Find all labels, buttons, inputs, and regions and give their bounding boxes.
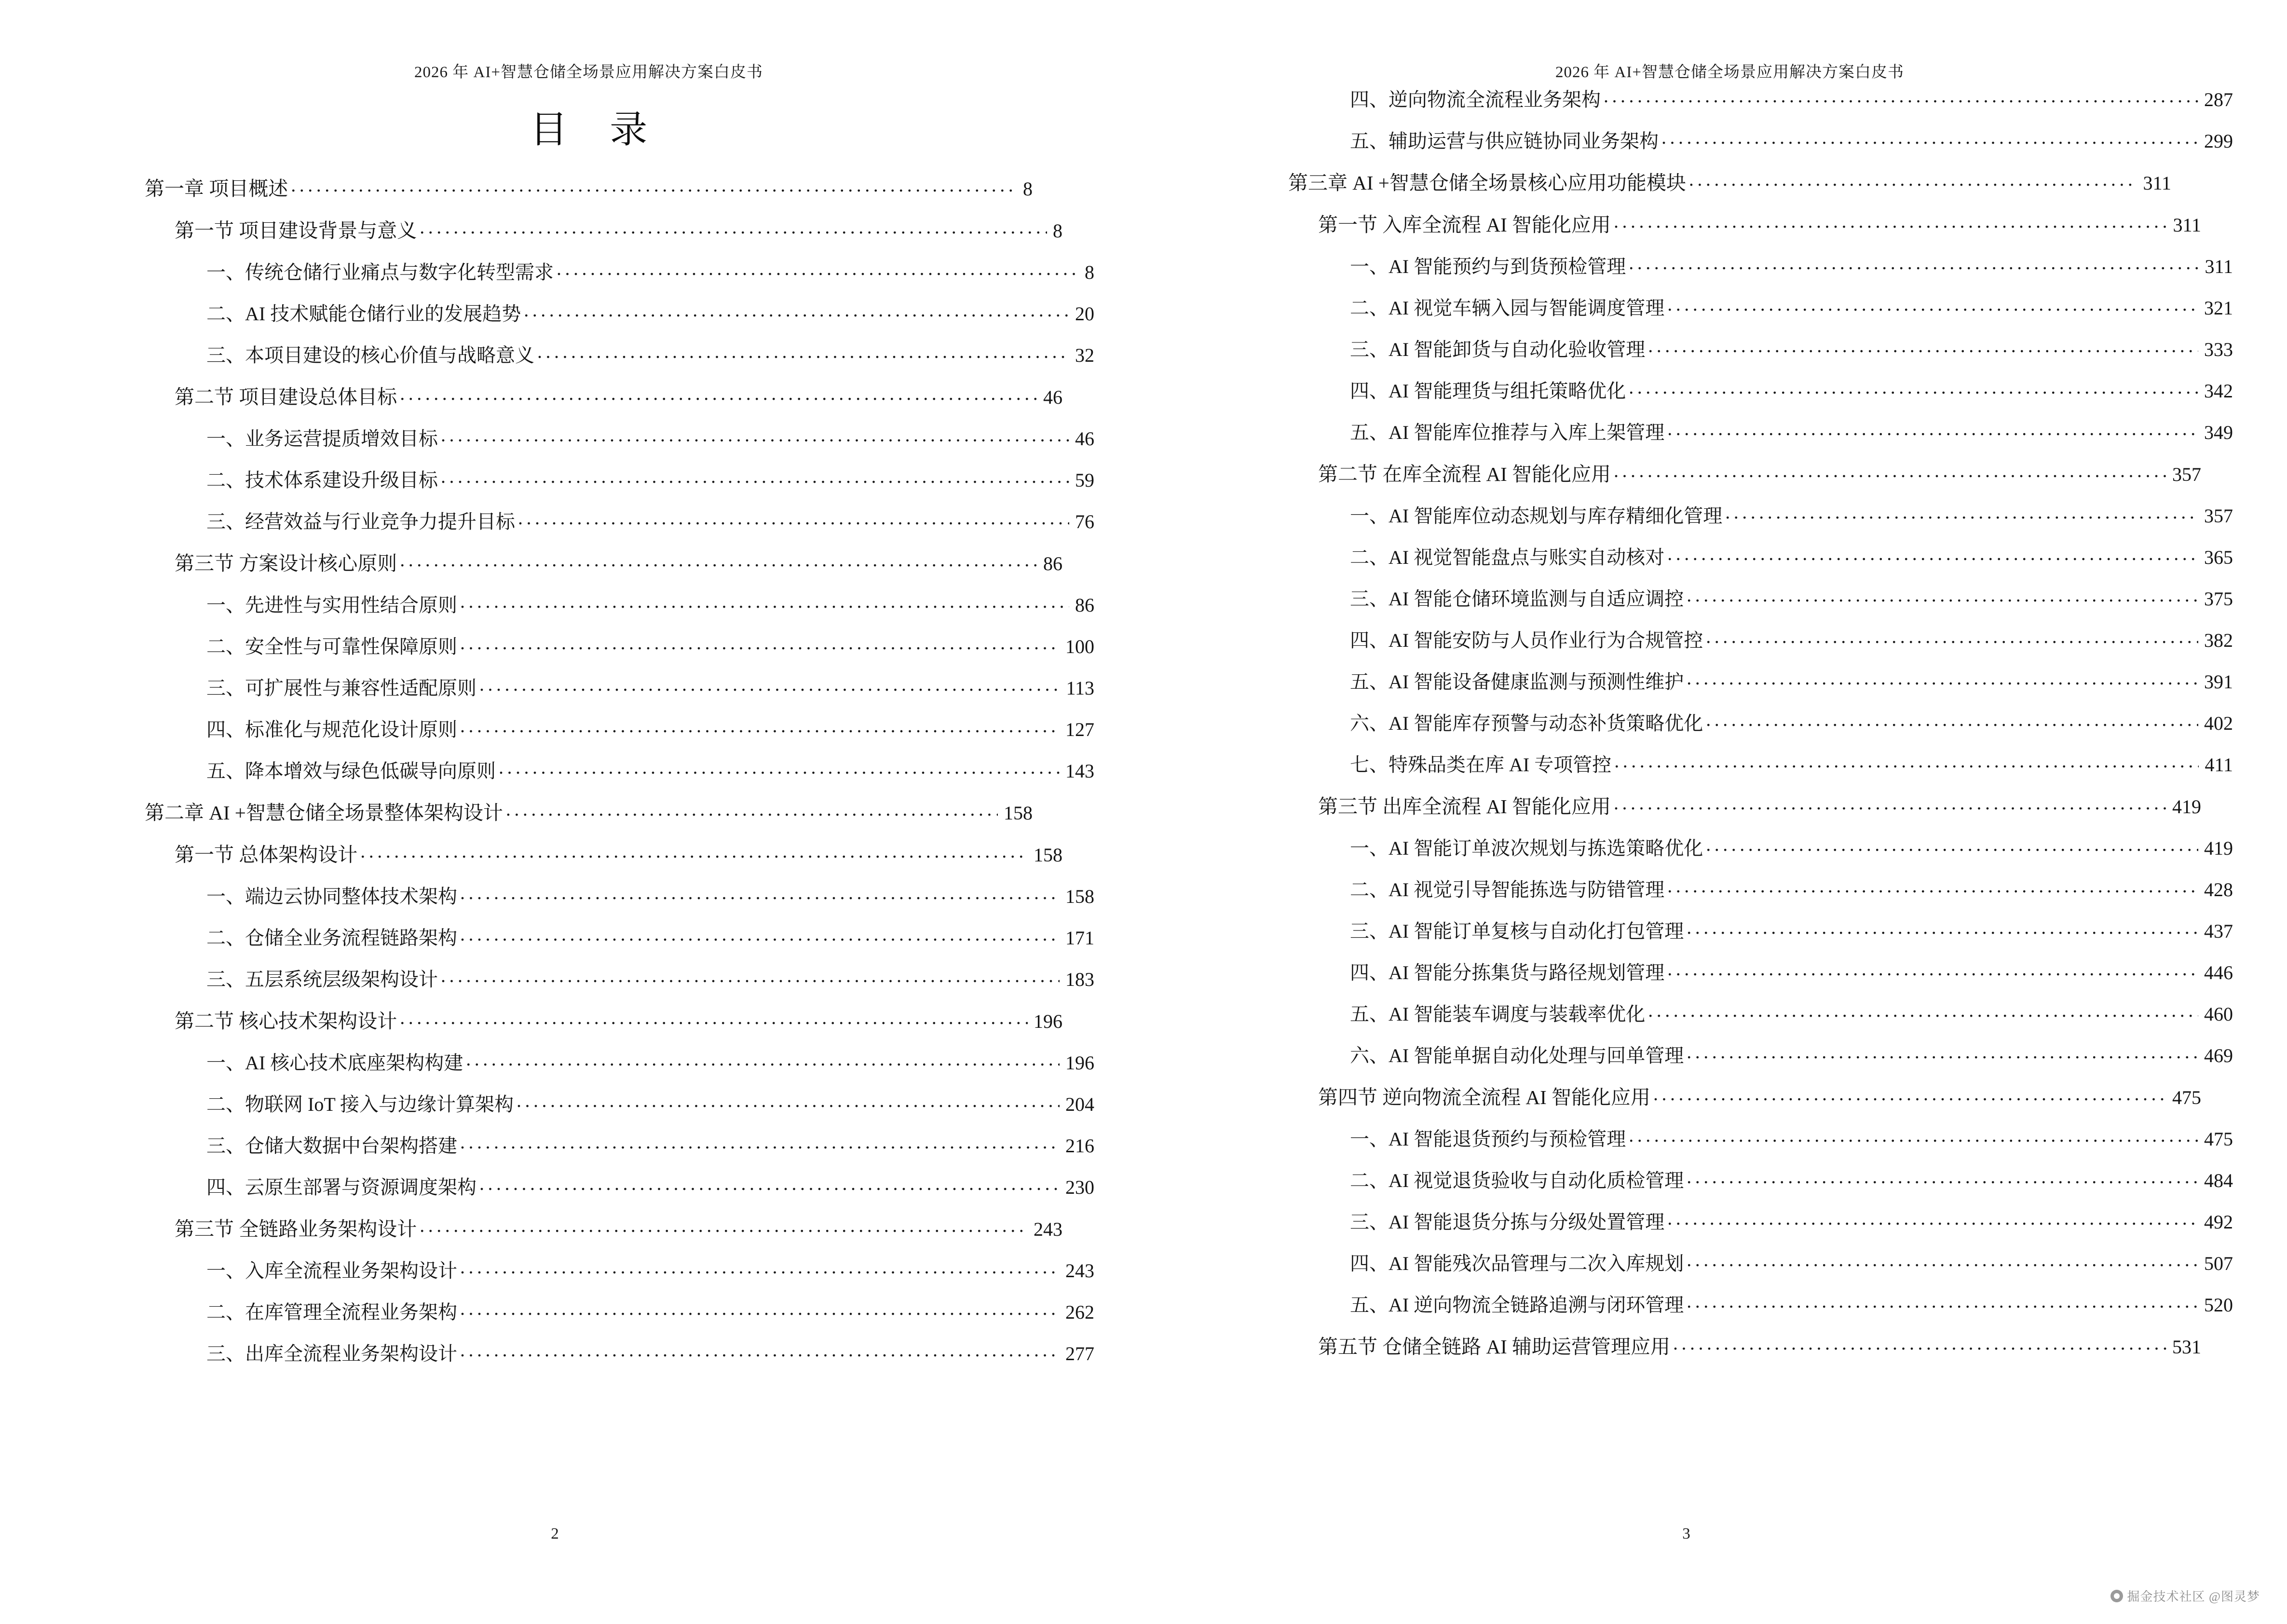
toc-entry-label: 二、技术体系建设升级目标 [206,469,438,491]
toc-entry-label: 第四节 逆向物流全流程 AI 智能化应用 [1318,1086,1651,1108]
toc-entry-label: 二、物联网 IoT 接入与边缘计算架构 [206,1093,514,1115]
toc-leader-dots [1667,1209,2198,1228]
toc-entry-page-number: 446 [2204,962,2233,983]
toc-entry[interactable] [145,218,1062,241]
toc-entry[interactable] [145,1341,1094,1364]
toc-entry[interactable] [1288,628,2233,650]
toc-entry-page-number: 183 [1065,969,1094,990]
toc-entry-label: 二、AI 技术赋能仓储行业的发展趋势 [206,303,521,325]
toc-leader-dots [537,342,1069,362]
toc-entry-page-number: 158 [1004,802,1033,824]
toc-leader-dots [1689,170,2137,190]
page-right [1144,0,2287,1624]
toc-entry[interactable] [145,1174,1094,1197]
toc-entry[interactable] [1288,461,2201,484]
toc-entry-label: 一、传统仓储行业痛点与数字化转型需求 [206,261,554,283]
toc-entry-label: 三、仓储大数据中台架构搭建 [206,1135,457,1157]
toc-entry[interactable] [145,176,1033,199]
toc-entry-label: 二、AI 视觉退货验收与自动化质检管理 [1350,1170,1684,1191]
toc-entry-label: 二、AI 视觉智能盘点与账实自动核对 [1350,546,1665,568]
toc-entry-page-number: 158 [1065,886,1094,907]
toc-leader-dots [420,218,1047,237]
toc-entry-page-number: 531 [2172,1336,2201,1358]
toc-entry[interactable] [1288,1209,2233,1232]
toc-entry-label: 三、五层系统层级架构设计 [206,969,438,990]
toc-entry-page-number: 171 [1065,927,1094,949]
toc-entry-page-number: 20 [1075,303,1094,325]
toc-entry-label: 第一节 项目建设背景与意义 [175,219,417,242]
toc-leader-dots [400,550,1037,570]
toc-leader-dots [441,467,1069,487]
toc-entry[interactable] [1288,1084,2201,1107]
toc-leader-dots [460,1258,1060,1277]
toc-entry[interactable] [1288,337,2233,359]
toc-entry-page-number: 59 [1075,469,1094,491]
toc-entry-label: 三、可扩展性与兼容性适配原则 [206,677,476,699]
toc-entry-label: 四、AI 智能安防与人员作业行为合规管控 [1350,629,1703,651]
page-number-left: 2 [551,1525,559,1542]
toc-entry-page-number: 243 [1034,1218,1062,1240]
toc-leader-dots [1687,586,2198,605]
toc-entry[interactable] [1288,254,2233,276]
toc-entry[interactable] [145,301,1094,324]
page-number-right: 3 [1682,1525,1690,1542]
toc-entry[interactable] [145,634,1094,656]
toc-leader-dots [1661,128,2198,148]
toc-entry-page-number: 357 [2172,464,2201,485]
toc-entry-page-number: 375 [2204,588,2233,610]
toc-entry[interactable] [1288,1334,2201,1357]
toc-entry-label: 五、AI 智能设备健康监测与预测性维护 [1350,671,1684,693]
toc-leader-dots [1667,960,2198,979]
toc-entry-page-number: 299 [2204,130,2233,152]
toc-entry[interactable] [1288,669,2233,692]
toc-entry-page-number: 311 [2143,172,2171,194]
toc-entry-label: 一、业务运营提质增效目标 [206,428,438,450]
toc-leader-dots [441,967,1060,986]
toc-list-left [145,176,1094,1365]
toc-leader-dots [1687,669,2198,688]
toc-leader-dots [460,925,1060,944]
toc-entry-page-number: 411 [2205,754,2233,776]
toc-entry-label: 三、AI 智能卸货与自动化验收管理 [1350,339,1646,360]
toc-entry-page-number: 287 [2204,89,2233,110]
toc-entry-page-number: 262 [1065,1301,1094,1323]
toc-entry[interactable] [1288,170,2171,193]
toc-entry[interactable] [145,1092,1094,1114]
toc-leader-dots [1687,1292,2198,1311]
toc-leader-dots [460,884,1060,903]
toc-entry-page-number: 113 [1066,677,1094,699]
toc-entry-label: 三、本项目建设的核心价值与战略意义 [206,344,534,366]
toc-entry-label: 六、AI 智能库存预警与动态补货策略优化 [1350,712,1703,734]
toc-entry[interactable] [1288,793,2201,817]
toc-leader-dots [1648,337,2198,356]
toc-entry-page-number: 460 [2204,1003,2233,1025]
toc-entry[interactable] [145,842,1062,865]
toc-entry-page-number: 520 [2204,1294,2233,1316]
toc-leader-dots [1687,1168,2198,1187]
toc-entry-label: 第二节 在库全流程 AI 智能化应用 [1318,463,1611,485]
toc-entry-page-number: 216 [1065,1135,1094,1157]
toc-leader-dots [1604,87,2198,106]
toc-leader-dots [466,1050,1060,1069]
page-title: 目 录 [530,109,664,150]
toc-entry[interactable] [145,925,1094,948]
toc-entry-label: 二、仓储全业务流程链路架构 [206,927,457,949]
toc-leader-dots [1706,835,2198,855]
toc-entry[interactable] [145,884,1094,906]
toc-entry[interactable] [1288,710,2233,733]
toc-entry-label: 四、云原生部署与资源调度架构 [206,1176,476,1198]
toc-leader-dots [1614,752,2199,771]
toc-leader-dots [1629,378,2198,397]
toc-leader-dots [517,1092,1060,1111]
toc-entry-page-number: 86 [1075,594,1094,616]
toc-entry[interactable] [145,758,1094,781]
toc-entry-page-number: 158 [1034,844,1062,866]
toc-entry-label: 三、经营效益与行业竞争力提升目标 [206,511,515,532]
toc-entry-label: 一、AI 智能退货预约与预检管理 [1350,1128,1626,1150]
toc-entry[interactable] [145,1050,1094,1073]
toc-entry[interactable] [145,1008,1062,1031]
running-head-right: 2026 年 AI+智慧仓储全场景应用解决方案白皮书 [1555,64,1904,81]
toc-entry[interactable] [145,259,1094,282]
toc-entry[interactable] [1288,1251,2233,1273]
toc-entry[interactable] [145,342,1094,365]
toc-entry-page-number: 321 [2204,297,2233,319]
toc-leader-dots [1629,1126,2198,1146]
toc-entry-label: 一、AI 智能库位动态规划与库存精细化管理 [1350,505,1723,527]
toc-leader-dots [1667,295,2198,314]
toc-entry-label: 一、端边云协同整体技术架构 [206,886,457,907]
toc-entry-label: 第二章 AI +智慧仓储全场景整体架构设计 [145,802,503,824]
toc-leader-dots [360,842,1028,861]
toc-entry-page-number: 32 [1075,344,1094,366]
toc-leader-dots [460,1133,1060,1152]
toc-leader-dots [557,259,1079,279]
toc-entry-label: 一、AI 智能订单波次规划与拣选策略优化 [1350,837,1703,859]
toc-entry-page-number: 196 [1034,1010,1062,1032]
toc-leader-dots [1673,1334,2166,1353]
toc-leader-dots [499,758,1060,778]
toc-entry-page-number: 86 [1043,553,1062,574]
toc-entry-label: 四、逆向物流全流程业务架构 [1350,89,1601,110]
toc-leader-dots [479,675,1060,695]
toc-leader-dots [400,384,1037,404]
toc-entry-label: 三、AI 智能退货分拣与分级处置管理 [1350,1211,1665,1233]
toc-leader-dots [518,509,1069,528]
toc-leader-dots [1614,461,2166,481]
toc-entry-page-number: 8 [1023,178,1033,200]
toc-entry-label: 二、AI 视觉车辆入园与智能调度管理 [1350,297,1665,319]
toc-leader-dots [460,1341,1060,1360]
toc-entry-page-number: 419 [2172,796,2201,818]
toc-entry[interactable] [145,550,1062,573]
toc-entry-label: 七、特殊品类在库 AI 专项管控 [1350,754,1612,776]
toc-entry-label: 一、先进性与实用性结合原则 [206,594,457,616]
toc-entry-label: 二、安全性与可靠性保障原则 [206,636,457,657]
toc-entry[interactable] [145,717,1094,739]
toc-entry[interactable] [1288,545,2233,567]
toc-entry[interactable] [145,509,1094,532]
toc-leader-dots [1614,793,2166,813]
toc-entry-label: 五、AI 智能装车调度与装载率优化 [1350,1003,1646,1025]
toc-entry[interactable] [145,592,1094,615]
toc-entry-label: 四、AI 智能分拣集货与路径规划管理 [1350,962,1665,983]
toc-entry-page-number: 311 [2205,256,2233,277]
toc-entry-label: 二、AI 视觉引导智能拣选与防错管理 [1350,879,1665,901]
toc-leader-dots [460,634,1060,653]
toc-leader-dots [1629,254,2199,273]
toc-leader-dots [400,1008,1028,1028]
toc-entry[interactable] [1288,295,2233,318]
toc-entry-page-number: 391 [2204,671,2233,693]
toc-entry-label: 五、AI 智能库位推荐与入库上架管理 [1350,422,1665,443]
toc-entry-page-number: 230 [1065,1176,1094,1198]
toc-entry-page-number: 333 [2204,339,2233,360]
toc-entry-label: 三、AI 智能订单复核与自动化打包管理 [1350,920,1684,942]
toc-entry[interactable] [1288,378,2233,401]
watermark [2110,1587,2260,1605]
toc-leader-dots [1667,420,2198,439]
toc-entry[interactable] [1288,835,2233,858]
toc-entry-page-number: 127 [1065,719,1094,740]
toc-leader-dots [1667,877,2198,896]
toc-entry-page-number: 46 [1075,428,1094,450]
toc-entry-label: 五、AI 逆向物流全链路追溯与闭环管理 [1350,1294,1684,1316]
toc-entry-label: 四、AI 智能理货与组托策略优化 [1350,380,1626,402]
toc-entry-label: 一、入库全流程业务架构设计 [206,1260,457,1282]
watermark-text: 掘金技术社区 @图灵梦 [2127,1590,2260,1604]
toc-entry[interactable] [145,467,1094,490]
running-head-left: 2026 年 AI+智慧仓储全场景应用解决方案白皮书 [414,64,763,81]
toc-leader-dots [291,176,1017,195]
toc-entry[interactable] [1288,128,2233,151]
toc-entry-page-number: 419 [2204,837,2233,859]
toc-entry-page-number: 277 [1065,1343,1094,1365]
toc-leader-dots [1667,545,2198,564]
toc-list-right [1288,87,2233,1358]
toc-entry[interactable] [1288,918,2233,941]
toc-entry-page-number: 342 [2204,380,2233,402]
toc-entry-page-number: 8 [1053,220,1062,242]
toc-entry[interactable] [145,800,1033,823]
toc-entry[interactable] [1288,420,2233,442]
toc-entry[interactable] [1288,752,2233,775]
toc-entry-label: 四、标准化与规范化设计原则 [206,719,457,740]
toc-entry-page-number: 507 [2204,1253,2233,1274]
toc-leader-dots [1653,1084,2166,1104]
toc-entry[interactable] [1288,1292,2233,1315]
toc-entry-label: 六、AI 智能单据自动化处理与回单管理 [1350,1045,1684,1066]
toc-entry-page-number: 143 [1065,760,1094,782]
toc-entry[interactable] [1288,1126,2233,1149]
toc-entry-label: 一、AI 智能预约与到货预检管理 [1350,256,1626,277]
toc-entry-page-number: 8 [1085,261,1094,283]
toc-entry-label: 第三章 AI +智慧仓储全场景核心应用功能模块 [1288,172,1686,194]
toc-leader-dots [1687,918,2198,938]
toc-entry[interactable] [145,967,1094,989]
toc-entry-label: 第一节 总体架构设计 [175,844,358,866]
toc-entry[interactable] [145,426,1094,449]
toc-entry-label: 第一章 项目概述 [145,177,288,200]
toc-leader-dots [420,1216,1028,1236]
toc-leader-dots [1648,1001,2198,1021]
toc-entry-page-number: 46 [1043,386,1062,408]
toc-entry-label: 第三节 全链路业务架构设计 [175,1218,417,1240]
toc-entry-page-number: 469 [2204,1045,2233,1066]
toc-entry[interactable] [1288,1168,2233,1190]
toc-entry[interactable] [145,1216,1062,1239]
toc-entry-page-number: 357 [2204,505,2233,527]
toc-entry-page-number: 475 [2172,1087,2201,1108]
toc-entry-label: 第三节 方案设计核心原则 [175,552,397,574]
toc-entry[interactable] [1288,1043,2233,1065]
toc-entry-page-number: 402 [2204,712,2233,734]
toc-entry-page-number: 243 [1065,1260,1094,1282]
toc-entry-label: 五、辅助运营与供应链协同业务架构 [1350,130,1659,152]
toc-entry[interactable] [1288,960,2233,983]
toc-leader-dots [460,717,1060,736]
toc-entry-page-number: 428 [2204,879,2233,901]
toc-entry-page-number: 204 [1065,1093,1094,1115]
toc-entry-page-number: 484 [2204,1170,2233,1191]
toc-entry-label: 第三节 出库全流程 AI 智能化应用 [1318,795,1611,818]
toc-entry-page-number: 382 [2204,629,2233,651]
toc-entry-label: 第五节 仓储全链路 AI 辅助运营管理应用 [1318,1336,1671,1358]
toc-leader-dots [460,1299,1060,1319]
toc-entry-label: 第二节 项目建设总体目标 [175,386,397,408]
toc-entry[interactable] [145,1299,1094,1322]
watermark-logo-icon [2110,1590,2123,1602]
toc-leader-dots [506,800,998,819]
toc-leader-dots [460,592,1069,612]
toc-entry[interactable] [1288,503,2233,526]
toc-entry-label: 五、降本增效与绿色低碳导向原则 [206,760,496,782]
toc-leader-dots [441,426,1069,445]
toc-entry-page-number: 437 [2204,920,2233,942]
toc-entry[interactable] [1288,1001,2233,1024]
toc-entry-label: 二、在库管理全流程业务架构 [206,1301,457,1323]
toc-entry[interactable] [145,1133,1094,1156]
toc-entry-label: 三、出库全流程业务架构设计 [206,1343,457,1365]
toc-leader-dots [1706,628,2198,647]
toc-leader-dots [1687,1251,2198,1270]
toc-entry-page-number: 100 [1065,636,1094,657]
toc-entry-page-number: 311 [2173,214,2201,236]
toc-entry-page-number: 365 [2204,546,2233,568]
toc-entry[interactable] [145,675,1094,698]
toc-entry-page-number: 492 [2204,1211,2233,1233]
toc-entry-label: 第一节 入库全流程 AI 智能化应用 [1318,214,1611,236]
toc-leader-dots [1706,710,2198,730]
toc-entry[interactable] [145,384,1062,407]
toc-entry[interactable] [1288,87,2233,109]
toc-entry[interactable] [1288,586,2233,609]
toc-entry-page-number: 196 [1065,1052,1094,1074]
toc-entry-label: 一、AI 核心技术底座架构构建 [206,1052,463,1074]
toc-entry[interactable] [1288,877,2233,900]
toc-entry-label: 第二节 核心技术架构设计 [175,1010,397,1032]
toc-entry[interactable] [1288,212,2201,235]
toc-entry-page-number: 475 [2204,1128,2233,1150]
toc-entry-label: 四、AI 智能残次品管理与二次入库规划 [1350,1253,1684,1274]
toc-leader-dots [1725,503,2198,522]
toc-entry-label: 三、AI 智能仓储环境监测与自适应调控 [1350,588,1684,610]
toc-leader-dots [524,301,1069,320]
toc-entry-page-number: 76 [1075,511,1094,532]
toc-entry[interactable] [145,1258,1094,1281]
toc-leader-dots [479,1174,1060,1194]
toc-leader-dots [1614,212,2167,232]
toc-entry-page-number: 349 [2204,422,2233,443]
toc-leader-dots [1687,1043,2198,1062]
